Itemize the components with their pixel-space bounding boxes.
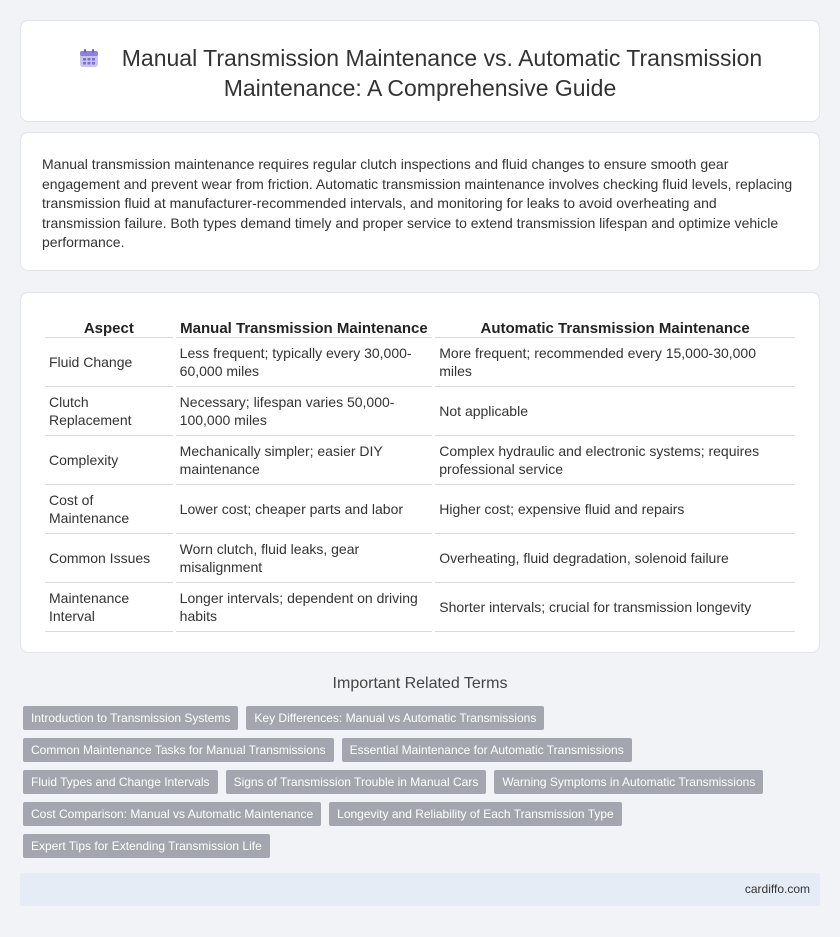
related-term-tag[interactable]: Signs of Transmission Trouble in Manual Cars: [226, 770, 487, 794]
page-title: Manual Transmission Maintenance vs. Automatic Transmission Maintenance: A Comprehensive Guide: [121, 45, 763, 101]
related-term-tag[interactable]: Longevity and Reliability of Each Transmission Type: [329, 802, 622, 826]
row-automatic: Overheating, fluid degradation, solenoid failure: [435, 534, 795, 583]
footer: [20, 873, 820, 906]
row-manual: Necessary; lifespan varies 50,000-100,000 miles: [176, 387, 433, 436]
row-manual: Worn clutch, fluid leaks, gear misalignment: [176, 534, 433, 583]
header-manual: Manual Transmission Maintenance: [176, 314, 433, 338]
row-automatic: Complex hydraulic and electronic systems; requires professional service: [435, 436, 795, 485]
intro-paragraph: Manual transmission maintenance requires regular clutch inspections and fluid changes to ensure smooth gear engagement and prevent wear from friction. Automatic transmission maintenance involves checking fluid levels, replacing transmission fluid at manufacturer-recommended intervals, and monitoring for leaks to avoid overheating and transmission failure. Both types demand timely and proper service to extend transmission lifespan and optimize vehicle performance.: [42, 156, 793, 250]
related-terms-heading: Important Related Terms: [332, 675, 508, 692]
row-aspect: Clutch Replacement: [45, 387, 173, 436]
row-aspect: Cost of Maintenance: [45, 485, 173, 534]
table-row: [45, 338, 795, 387]
header-automatic: Automatic Transmission Maintenance: [435, 314, 795, 338]
header-aspect: Aspect: [45, 314, 173, 338]
footer-site-link[interactable]: cardiffo.com: [744, 882, 810, 896]
row-aspect: Complexity: [45, 436, 173, 485]
calendar-icon: [78, 47, 100, 69]
title-card: [20, 20, 820, 122]
row-aspect: Common Issues: [45, 534, 173, 583]
intro-card: [20, 132, 820, 271]
related-term-tag[interactable]: Warning Symptoms in Automatic Transmissions: [494, 770, 763, 794]
row-automatic: Shorter intervals; crucial for transmission longevity: [435, 583, 795, 632]
related-term-tag[interactable]: Fluid Types and Change Intervals: [23, 770, 218, 794]
row-manual: Less frequent; typically every 30,000-60,000 miles: [176, 338, 433, 387]
title-wrap: [21, 43, 819, 103]
row-manual: Mechanically simpler; easier DIY maintenance: [176, 436, 433, 485]
table-header-row: [45, 314, 795, 338]
related-terms-list: [23, 706, 783, 858]
table-row: [45, 534, 795, 583]
related-term-tag[interactable]: Expert Tips for Extending Transmission Life: [23, 834, 270, 858]
table-row: [45, 583, 795, 632]
comparison-table-card: [20, 292, 820, 653]
related-term-tag[interactable]: Key Differences: Manual vs Automatic Transmissions: [246, 706, 544, 730]
row-automatic: More frequent; recommended every 15,000-30,000 miles: [435, 338, 795, 387]
row-manual: Longer intervals; dependent on driving habits: [176, 583, 433, 632]
comparison-table: [42, 314, 798, 632]
row-automatic: Higher cost; expensive fluid and repairs: [435, 485, 795, 534]
related-term-tag[interactable]: Cost Comparison: Manual vs Automatic Maintenance: [23, 802, 321, 826]
table-row: [45, 436, 795, 485]
table-row: [45, 387, 795, 436]
row-aspect: Maintenance Interval: [45, 583, 173, 632]
related-term-tag[interactable]: Common Maintenance Tasks for Manual Transmissions: [23, 738, 334, 762]
row-aspect: Fluid Change: [45, 338, 173, 387]
table-row: [45, 485, 795, 534]
row-automatic: Not applicable: [435, 387, 795, 436]
related-term-tag[interactable]: Introduction to Transmission Systems: [23, 706, 238, 730]
related-term-tag[interactable]: Essential Maintenance for Automatic Transmissions: [342, 738, 632, 762]
row-manual: Lower cost; cheaper parts and labor: [176, 485, 433, 534]
